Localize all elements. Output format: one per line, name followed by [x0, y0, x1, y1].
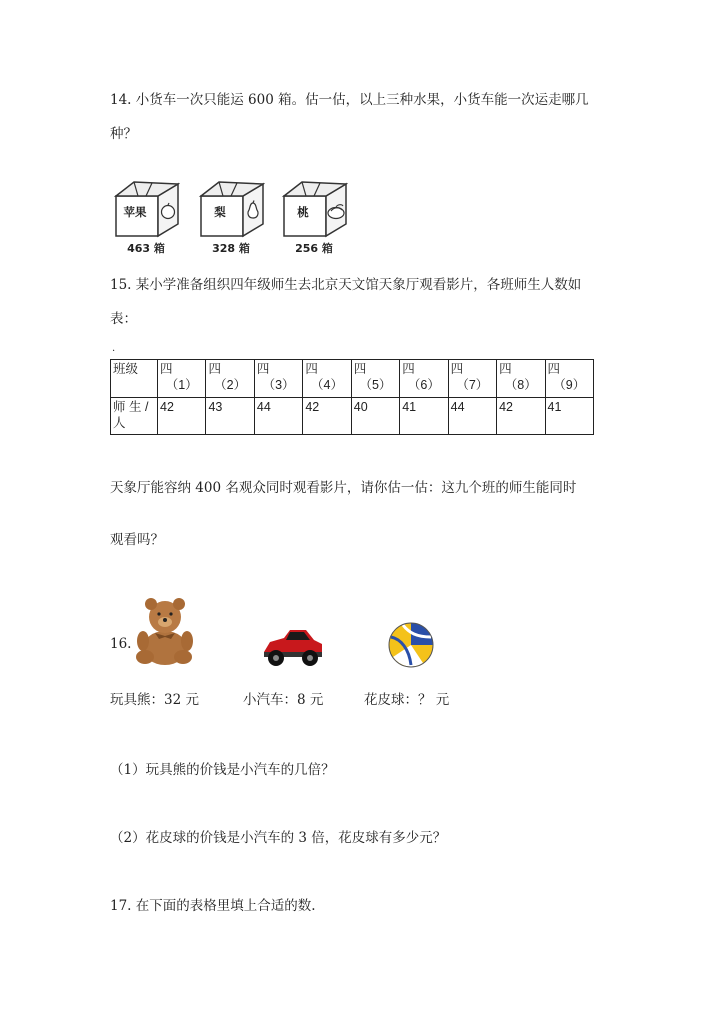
q15-text-line1: 15. 某小学准备组织四年级师生去北京天文馆天象厅观看影片，各班师生人数如 — [110, 277, 582, 293]
table-row-class — [111, 360, 594, 398]
fruit-boxes — [110, 172, 360, 257]
q15-text-line2: 表： — [110, 311, 137, 327]
table-cell-class-3: 四 （3） — [254, 360, 302, 398]
ball-price: 花皮球：？ 元 — [364, 692, 450, 708]
table-row-count — [111, 398, 594, 435]
table-cell-count-3: 44 — [254, 398, 302, 435]
table-cell-count-2: 43 — [206, 398, 254, 435]
class-count-table — [110, 359, 594, 435]
q15-question-line1: 天象厅能容纳 400 名观众同时观看影片，请你估一估：这九个班的师生能同时 — [110, 480, 577, 496]
table-header-count: 师 生 / 人 — [111, 398, 158, 435]
table-cell-count-8: 42 — [497, 398, 545, 435]
fruit-count-pear: 328 箱 — [212, 242, 250, 255]
fruit-box-apple — [112, 174, 180, 238]
table-header-class: 班级 — [111, 360, 158, 398]
apple-icon — [159, 202, 177, 220]
table-cell-count-9: 41 — [545, 398, 594, 435]
fruit-count-peach: 256 箱 — [295, 242, 333, 255]
table-cell-class-2: 四 （2） — [206, 360, 254, 398]
q14-text-line1: 14. 小货车一次只能运 600 箱。估一估，以上三种水果，小货车能一次运走哪几 — [110, 92, 589, 108]
bear-price: 玩具熊：32 元 — [110, 692, 199, 708]
table-cell-class-6: 四 （6） — [400, 360, 448, 398]
q16-sub1: （1）玩具熊的价钱是小汽车的几倍？ — [110, 762, 335, 778]
table-cell-class-9: 四 （9） — [545, 360, 594, 398]
q17-text-line1: 17. 在下面的表格里填上合适的数. — [110, 898, 316, 914]
toy-car-icon — [260, 626, 326, 668]
table-cell-class-4: 四 （4） — [303, 360, 351, 398]
fruit-box-peach — [280, 174, 348, 238]
table-cell-count-1: 42 — [158, 398, 206, 435]
table-cell-count-4: 42 — [303, 398, 351, 435]
fruit-name-pear: 梨 — [214, 205, 226, 219]
table-cell-count-6: 41 — [400, 398, 448, 435]
table-cell-count-5: 40 — [351, 398, 399, 435]
table-cell-class-7: 四 （7） — [448, 360, 496, 398]
q15-question-line2: 观看吗？ — [110, 532, 164, 548]
pear-icon — [244, 200, 262, 220]
table-cell-class-5: 四 （5） — [351, 360, 399, 398]
table-cell-class-8: 四 （8） — [497, 360, 545, 398]
table-cell-class-1: 四 （1） — [158, 360, 206, 398]
q16-number: 16. — [110, 636, 132, 652]
car-price: 小汽车：8 元 — [243, 692, 324, 708]
teddy-bear-icon — [127, 593, 202, 668]
volleyball-icon — [387, 621, 435, 669]
peach-icon — [326, 202, 346, 220]
fruit-name-peach: 桃 — [297, 205, 309, 219]
q16-sub2: （2）花皮球的价钱是小汽车的 3 倍，花皮球有多少元？ — [110, 830, 447, 846]
q14-text-line2: 种？ — [110, 126, 137, 142]
stray-dot: . — [112, 343, 116, 354]
table-cell-count-7: 44 — [448, 398, 496, 435]
fruit-name-apple: 苹果 — [123, 205, 147, 219]
fruit-box-pear — [197, 174, 265, 238]
fruit-count-apple: 463 箱 — [127, 242, 165, 255]
